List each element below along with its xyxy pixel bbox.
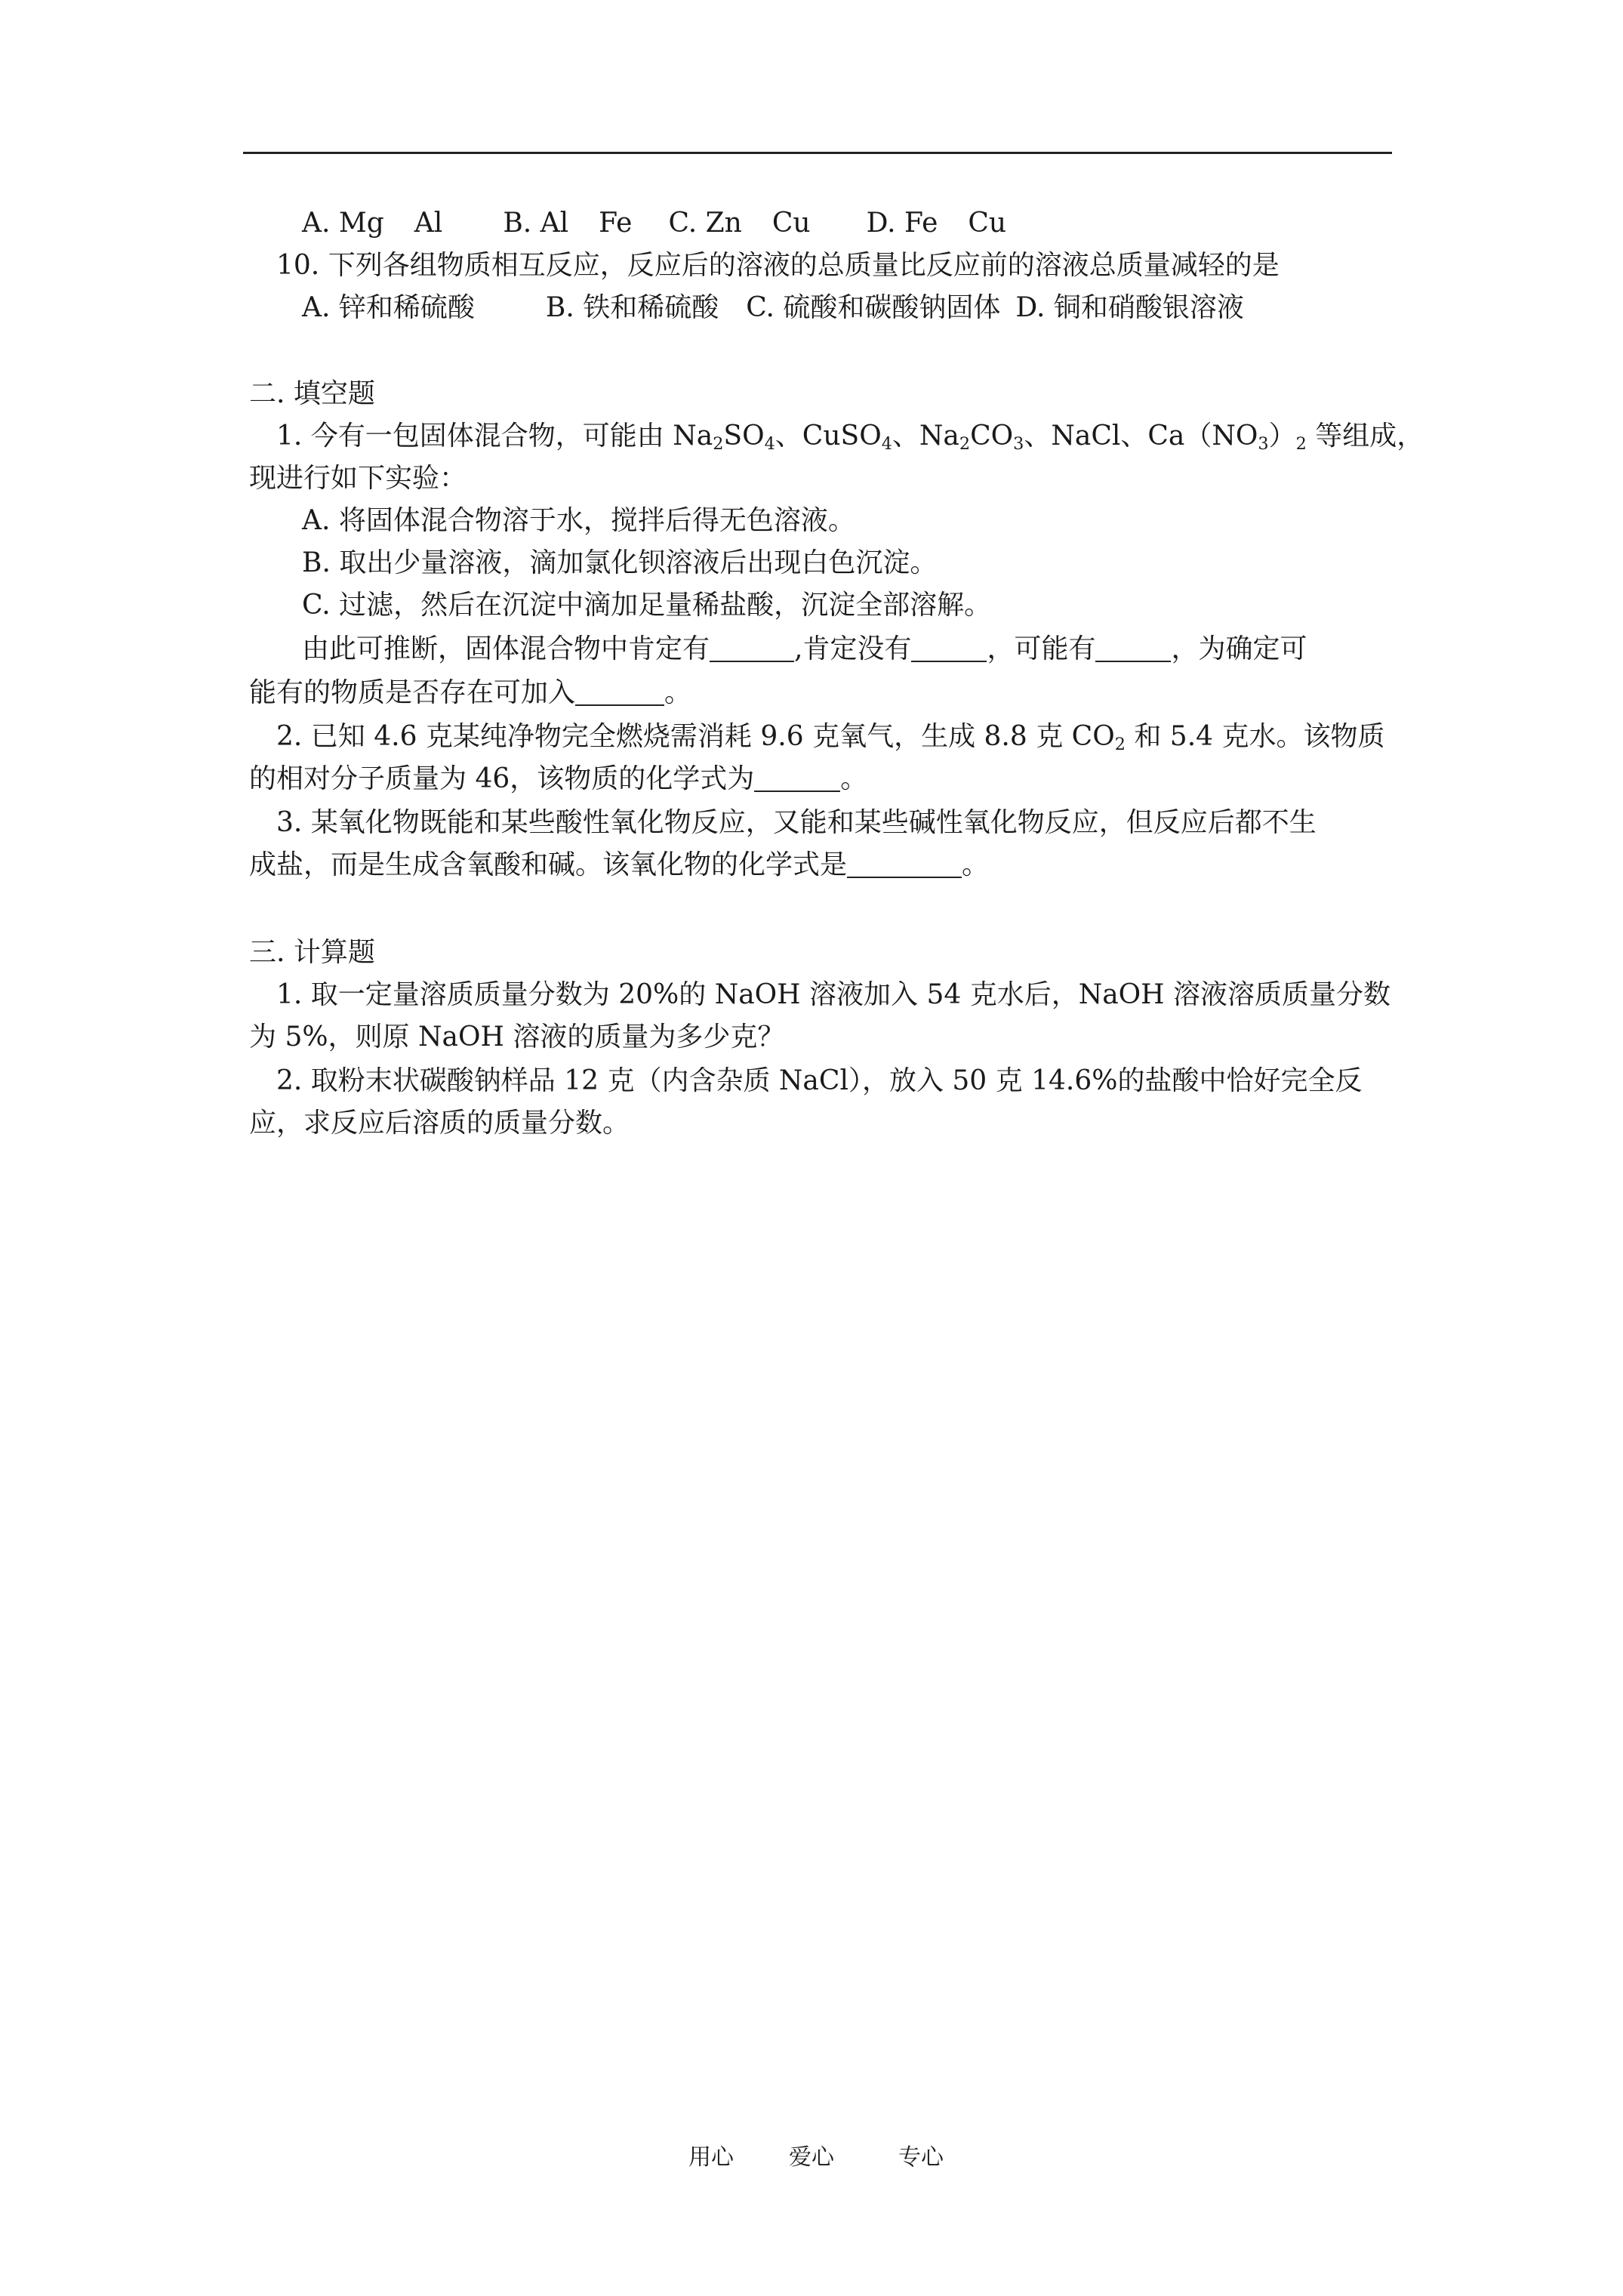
s2-q2-line1: 2. 已知 4.6 克某纯净物完全燃烧需消耗 9.6 克氧气，生成 8.8 克 $CO_2$ 和 5.4 克水。该物质 — [276, 721, 1385, 755]
s3-q1-line1: 1. 取一定量溶质质量分数为 20%的 NaOH 溶液加入 54 克水后，NaOH 溶液溶质质量分数 — [276, 979, 1391, 1010]
s2-q1-step-c: C. 过滤，然后在沉淀中滴加足量稀盐酸，沉淀全部溶解。 — [302, 590, 992, 621]
s2-q1-step-a: A. 将固体混合物溶于水，搅拌后得无色溶液。 — [302, 505, 855, 536]
s3-q2-line2: 应，求反应后溶质的质量分数。 — [249, 1108, 630, 1139]
s2-q2-line2: 的相对分子质量为 46，该物质的化学式为 。 — [249, 763, 868, 794]
footer-text-b: 爱心 — [789, 2144, 834, 2171]
header-rule — [243, 152, 1392, 154]
answer-blank-definitely-has[interactable] — [710, 635, 794, 662]
answer-blank-oxide-formula[interactable] — [847, 851, 962, 878]
s2-q1-step-b: B. 取出少量溶液，滴加氯化钡溶液后出现白色沉淀。 — [302, 547, 938, 578]
section-heading-fill-in: 二. 填空题 — [249, 378, 375, 409]
q10-options: A. 锌和稀硫酸 B. 铁和稀硫酸 C. 硫酸和碳酸钠固体 D. 铜和硝酸银溶液 — [302, 292, 1244, 323]
answer-blank-reagent[interactable] — [575, 679, 664, 706]
answer-blank-definitely-not[interactable] — [911, 635, 987, 662]
section-heading-calculation: 三. 计算题 — [249, 937, 375, 968]
q10-stem: 10. 下列各组物质相互反应，反应后的溶液的总质量比反应前的溶液总质量减轻的是 — [276, 250, 1280, 281]
s2-q3-line2: 成盐，而是生成含氧酸和碱。该氧化物的化学式是 。 — [249, 849, 990, 880]
answer-blank-possibly-has[interactable] — [1095, 635, 1171, 662]
footer-text-c: 专心 — [898, 2144, 944, 2171]
answer-blank-formula[interactable] — [754, 765, 840, 792]
footer-text-a: 用心 — [688, 2144, 734, 2171]
s2-q1-line1: 1. 今有一包固体混合物，可能由 $Na_2SO_4$、CuSO$_4$、$Na_2CO_3$、NaCl、$Ca(NO_3)_2$ 等组成， — [276, 421, 1424, 455]
s2-q1-line2: 现进行如下实验： — [249, 463, 467, 494]
q9-options: A. Mg Al B. Al Fe C. Zn Cu D. Fe Cu — [302, 208, 1007, 239]
s2-q1-infer-line2: 能有的物质是否存在可加入 。 — [249, 677, 692, 708]
s3-q1-line2: 为 5%，则原 NaOH 溶液的质量为多少克？ — [249, 1022, 785, 1052]
s3-q2-line1: 2. 取粉末状碳酸钠样品 12 克（内含杂质 NaCl），放入 50 克 14.6%的盐酸中恰好完全反 — [276, 1065, 1363, 1096]
s2-q1-infer-line1: 由此可推断，固体混合物中肯定有 ,肯定没有 ，可能有 ，为确定可 — [302, 633, 1307, 664]
s2-q3-line1: 3. 某氧化物既能和某些酸性氧化物反应，又能和某些碱性氧化物反应，但反应后都不生 — [276, 807, 1317, 838]
